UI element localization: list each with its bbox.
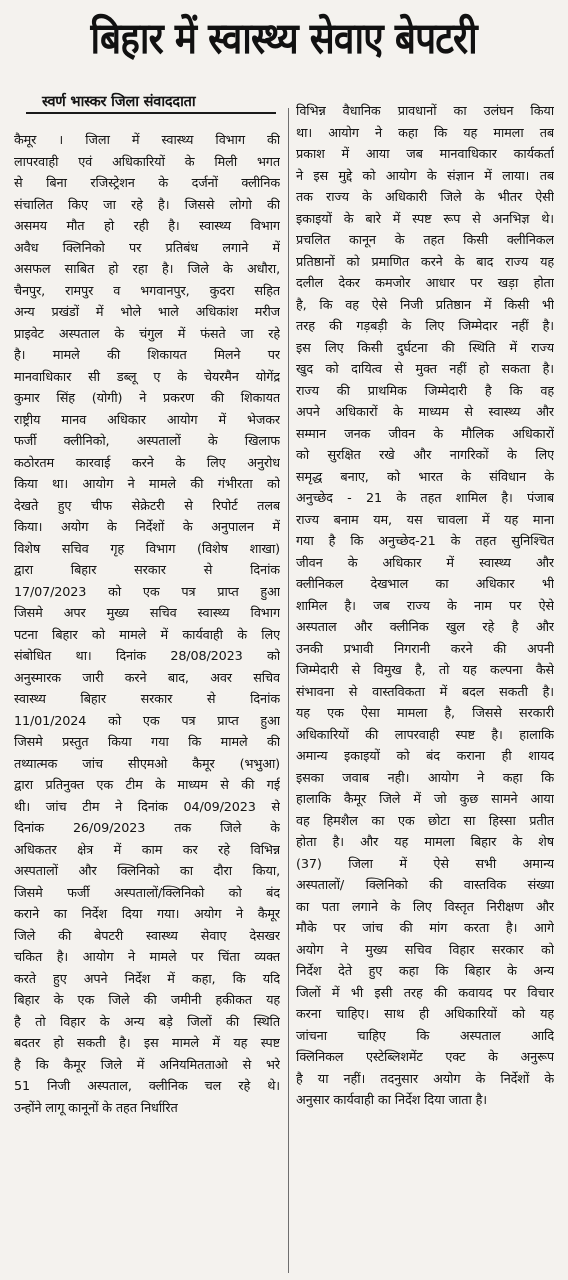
article-line: से बिना रजिस्ट्रेशन के दर्जनों क्लीनिक	[14, 176, 280, 191]
article-line: जिसमे फर्जी अस्पतालों/क्लिनिको को बंद	[14, 885, 280, 901]
column-divider	[288, 108, 289, 1273]
article-line: ने इस मुद्दे को आयोग के संज्ञान में लाया। तब	[296, 168, 554, 184]
article-line: संचालित किए जा रहे है। जिससे लोगो की	[14, 197, 280, 213]
article-line: हालाकि कैमूर जिले में जो कुछ सामने आया	[296, 792, 554, 807]
article-line: करते हुए अपने निर्देश में कहा, कि यदि	[14, 971, 280, 987]
article-line: होता है। और यह मामला बिहार के शेष	[296, 835, 554, 850]
article-line: जीवन के अधिकार में स्वास्थ्य और	[296, 555, 554, 571]
headline-block	[0, 0, 568, 78]
article-line: 17/07/2023 को एक पत्र प्राप्त हुआ	[14, 584, 280, 600]
article-line: पटना बिहार को मामले में कार्यवाही के लिए	[14, 627, 280, 643]
article-line: है तो विहार के अन्य बड़े जिलों की स्थिति	[14, 1014, 280, 1030]
article-line: प्रकाश में आया जब मानवाधिकार कार्यकर्ता	[296, 147, 554, 162]
article-line: 11/01/2024 को एक पत्र प्राप्त हुआ	[14, 713, 280, 729]
article-line: है। मामले की शिकायत मिलने पर	[14, 348, 280, 363]
article-line: करना चाहिए। साथ ही अधिकारियों को यह	[296, 1007, 554, 1022]
article-line: राष्ट्रीय मानव अधिकार आयोग में भेजकर	[14, 412, 280, 428]
headline: बिहार में स्वास्थ्य सेवाए बेपटरी	[90, 13, 478, 64]
article-line: अस्पताल और क्लीनिक खुल रहे है और	[296, 620, 554, 635]
article-line: 51 निजी अस्पताल, क्लीनिक चल रहे थे।	[14, 1079, 280, 1094]
article-line: विशेष सचिव गृह विभाग (विशेष शाखा)	[14, 541, 280, 557]
article-line: इस लिए किसी दुर्घटना की स्थिति में राज्य	[296, 340, 554, 356]
article-line: विभिन्न वैधानिक प्रावधानों का उलंघन किया	[296, 104, 554, 119]
article-line: मौके पर जांच की मांग करता है। आगे	[296, 921, 554, 936]
article-line: चैनपुर, रामपुर व भगवानपुर, कुदरा सहित	[14, 283, 280, 299]
article-line: अमान्य इकाइयों को बंद कराना ही शायद	[296, 749, 554, 764]
byline: स्वर्ण भास्कर जिला संवाददाता	[42, 94, 196, 110]
article-line: इकाइयों के बारे में स्पष्ट रूप से अनभिज्ञ थे।	[296, 211, 554, 227]
article-line: फर्जी क्लीनिको, अस्पतालों के खिलाफ	[14, 434, 280, 449]
article-line: खुद को दायित्व से मुक्त नहीं हो सकता है।	[296, 362, 554, 377]
article-line: प्राइवेट अस्पताल के चंगुल में फंसते जा रहे	[14, 326, 280, 342]
article-line: राज्य बनाम यम, यस चावला में यह माना	[296, 512, 554, 528]
article-line: अयोग ने मुख्य सचिव विहार सरकार को	[296, 942, 554, 958]
article-line: द्वारा प्रतिनुक्त एक टीम के माध्यम से की गई	[14, 778, 280, 793]
article-line: इसका जवाब नही। आयोग ने कहा कि	[296, 770, 554, 786]
article-line: लापरवाही एवं अधिकारियों के मिली भगत	[14, 154, 280, 170]
article-line: निर्देश देते हुए कहा कि बिहार के अन्य	[296, 964, 554, 979]
article-line: यह एक ऐसा मामला है, जिससे सरकारी	[296, 706, 554, 721]
article-line: संबोधित था। दिनांक 28/08/2023 को	[14, 649, 280, 664]
article-line: अवैध क्लिनिको पर प्रतिबंध लगाने में	[14, 240, 280, 256]
article-line: था। आयोग ने कहा कि यह मामला तब	[296, 125, 554, 141]
article-line: अधिकारियों की लापरवाही स्पष्ट है। हालाकि	[296, 727, 554, 743]
article-line: तथ्यात्मक जांच सीएमओ कैमूर (भभुआ)	[14, 756, 280, 772]
article-line: किया। अयोग के निर्देशों के अनुपालन में	[14, 520, 280, 535]
article-line: अस्पतालों/ क्लिनिको की वास्तविक संख्या	[296, 878, 554, 893]
article-line: क्लिनिकल एस्टेब्लिशमेंट एक्ट के अनुरूप	[296, 1050, 554, 1065]
article-line: तरह की गड़बड़ी के लिए जिम्मेदार नहीं है।	[296, 319, 554, 334]
article-line: कुमार सिंह (योगी) ने प्रकरण की शिकायत	[14, 391, 280, 406]
article-line: द्वारा बिहार सरकार से दिनांक	[14, 563, 280, 578]
article-line: शामिल है। जब राज्य के नाम पर ऐसे	[296, 598, 554, 614]
article-line: चकित है। आयोग ने मामले पर चिंता व्यक्त	[14, 950, 280, 965]
article-line: जिम्मेदारी से विमुख है, तो यह कल्पना कैसे	[296, 663, 554, 678]
article-line: है कि कैमूर जिले में अनियमितताओ से भरे	[14, 1057, 280, 1073]
article-line: क्लीनिकल देखभाल का अधिकार भी	[296, 577, 554, 592]
article-line: अनुस्मारक जारी करने बाद, अवर सचिव	[14, 670, 280, 686]
article-line: अस्पतालों और क्लिनिको का दौरा किया,	[14, 864, 280, 879]
article-line: उनकी प्रभावी निगरानी करने की अपनी	[296, 641, 554, 657]
article-line: समृद्ध बनाए, को भारत के संविधान के	[296, 469, 554, 485]
article-line: प्रतिष्ठानों को प्रमाणित करने के बाद राज्य यह	[296, 254, 554, 270]
article-line: कराने का निर्देश दिया गया। अयोग ने कैमूर	[14, 907, 280, 922]
article-line: (37) जिला में ऐसे सभी अमान्य	[296, 856, 554, 872]
article-line: कठोरतम कारवाई करने के लिए अनुरोध	[14, 455, 280, 471]
article-line: कैमूर । जिला में स्वास्थ्य विभाग की	[14, 133, 280, 148]
article-line: अपने अधिकारों के माध्यम से स्वास्थ्य और	[296, 405, 554, 420]
article-line: राज्य की प्राथमिक जिम्मेदारी है कि वह	[296, 383, 554, 399]
byline-underline	[26, 112, 276, 114]
article-line: प्रचलित कानून के तहत किसी क्लीनिकल	[296, 233, 554, 248]
article-line: बदतर हो सकती है। इस मामले में यह स्पष्ट	[14, 1036, 280, 1051]
article-line: अनुसार कार्यवाही का निर्देश दिया जाता है।	[296, 1093, 487, 1108]
article-line: अन्य प्रखंडों में भोले भाले अधिकांश मरीज	[14, 305, 280, 320]
article-line: असफल साबित हो रहा है। जिले के अधौरा,	[14, 262, 280, 277]
article-line: उन्होंने लागू कानूनों के तहत निर्धारित	[14, 1100, 178, 1116]
article-line: का पता लगाने के लिए विस्तृत निरीक्षण और	[296, 899, 554, 915]
article-line: स्वास्थ्य बिहार सरकार से दिनांक	[14, 692, 280, 707]
byline-block	[12, 89, 284, 117]
article-line: सम्मान जनक जीवन के मौलिक अधिकारों	[296, 426, 554, 442]
article-line: गया है कि अनुच्छेद-21 के तहत सुनिश्चित	[296, 534, 554, 549]
article-line: जिसमे प्रस्तुत किया गया कि मामले की	[14, 735, 280, 750]
article-line: किया था। आयोग ने मामले की गंभीरता को	[14, 477, 280, 492]
article-line: संभावना से वास्तविकता में बदल सकती है।	[296, 684, 554, 700]
article-column-right	[296, 101, 554, 1112]
article-line: थी। जांच टीम ने दिनांक 04/09/2023 से	[14, 799, 280, 815]
article-line: दिनांक 26/09/2023 तक जिले के	[14, 821, 280, 836]
article-line: अनुच्छेद - 21 के तहत शामिल है। पंजाब	[296, 491, 554, 506]
article-line: बिहार के एक जिले की जमीनी हकीकत यह	[14, 993, 280, 1008]
article-line: दलील देकर कमजोर आधार पर खड़ा होता	[296, 276, 554, 291]
article-line: अधिकतर क्षेत्र में काम कर रहे विभिन्न	[14, 842, 280, 858]
article-line: देखते हुए चीफ सेक्रेटरी से रिपोर्ट तलब	[14, 498, 280, 514]
article-line: वह हिमशैल का एक छोटा सा हिस्सा प्रतीत	[296, 813, 554, 829]
article-column-left	[14, 130, 280, 1119]
article-line: जांचना चाहिए कि अस्पताल आदि	[296, 1028, 554, 1044]
article-line: है, कि वह ऐसे निजी प्रतिष्ठान में किसी भी	[296, 297, 554, 313]
article-line: जिलों में भी इसी तरह की कवायद पर विचार	[296, 985, 554, 1001]
article-line: को सुरक्षित रखे और नागरिकों के लिए	[296, 448, 554, 463]
article-line: जिसमे अपर मुख्य सचिव स्वास्थ्य विभाग	[14, 606, 280, 621]
article-line: मानवाधिकार सी डब्लू ए के चेयरमैन योगेंद्र	[14, 369, 280, 385]
article-line: तक राज्य के अधिकारी जिले के भीतर ऐसी	[296, 190, 554, 205]
article-line: जिले की बेपटरी स्वास्थ्य सेवाए देसखर	[14, 928, 280, 944]
article-line: है या नहीं। तदनुसार अयोग के निर्देशों के	[296, 1071, 554, 1087]
article-line: असमय मौत हो रही है। स्वास्थ्य विभाग	[14, 219, 280, 234]
